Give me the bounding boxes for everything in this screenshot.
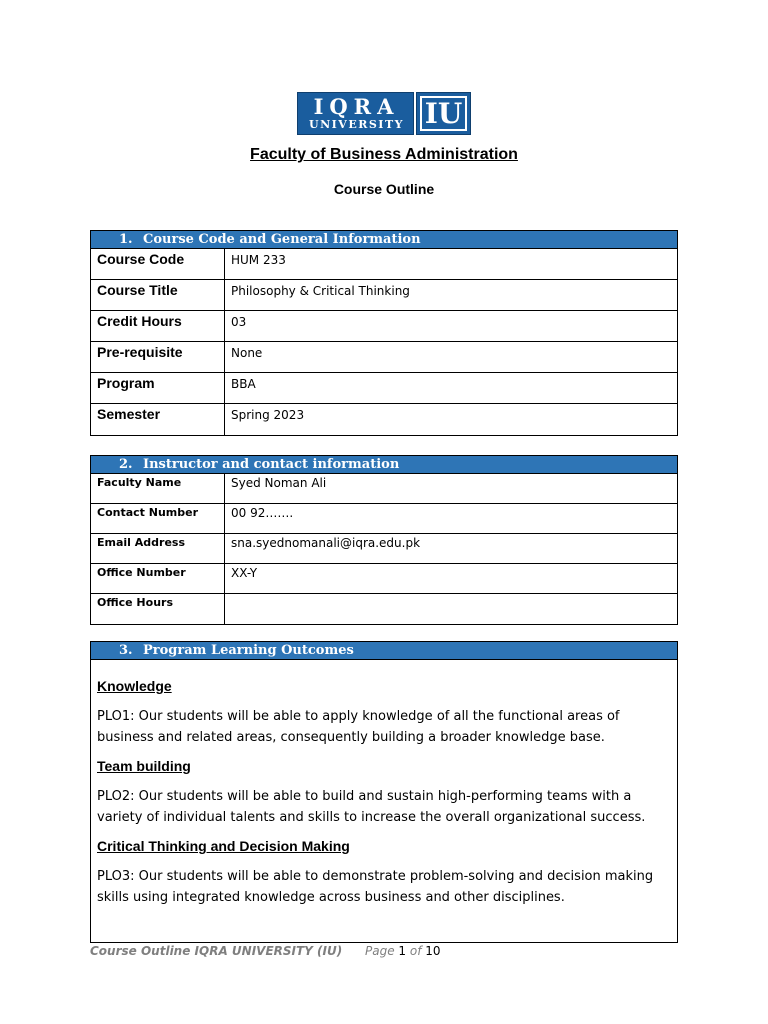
section-learning-outcomes xyxy=(90,641,678,943)
section-title: Instructor and contact information xyxy=(143,457,400,472)
email-value: sna.syednomanali@iqra.edu.pk xyxy=(231,536,421,550)
row-label: Contact Number xyxy=(91,504,225,533)
row-value: Spring 2023 xyxy=(231,408,305,422)
row-label: Office Hours xyxy=(91,594,225,624)
table-row xyxy=(91,280,677,311)
table-row xyxy=(91,564,677,594)
row-value: BBA xyxy=(231,377,256,391)
row-label: Course Title xyxy=(91,280,225,310)
logo-mark-text: IU xyxy=(420,96,467,131)
section-title: Program Learning Outcomes xyxy=(143,643,354,658)
table-row xyxy=(91,474,677,504)
row-label: Email Address xyxy=(91,534,225,563)
row-label: Faculty Name xyxy=(91,474,225,503)
section-instructor-info xyxy=(90,455,678,625)
row-value: Philosophy & Critical Thinking xyxy=(231,284,410,298)
table-row xyxy=(91,373,677,404)
page-number: 1 xyxy=(398,944,407,958)
row-value: HUM 233 xyxy=(231,253,286,267)
section-header xyxy=(91,456,677,474)
section-header xyxy=(91,642,677,660)
plo-text: PLO3: Our students will be able to demonstrate problem-solving and decision making skills using integrated knowledge across business and other disciplines. xyxy=(97,869,654,905)
row-value: None xyxy=(231,346,263,360)
faculty-title: Faculty of Business Administration xyxy=(250,146,518,163)
row-value: XX-Y xyxy=(231,566,258,580)
row-value xyxy=(225,594,677,624)
row-value: Syed Noman Ali xyxy=(231,476,327,490)
row-label: Course Code xyxy=(91,249,225,279)
footer-doc-label: Course Outline IQRA UNIVERSITY (IU) xyxy=(90,944,343,958)
table-row xyxy=(91,504,677,534)
row-label: Semester xyxy=(91,404,225,435)
row-label: Pre-requisite xyxy=(91,342,225,372)
table-row xyxy=(91,249,677,280)
page-word: Page xyxy=(365,944,395,958)
row-label: Credit Hours xyxy=(91,311,225,341)
row-value: 00 92……. xyxy=(231,506,294,520)
logo-top-text: IQRA xyxy=(313,94,400,119)
section-number: 2. xyxy=(119,457,133,472)
section-number: 1. xyxy=(119,232,133,247)
plo-heading: Team building xyxy=(97,758,191,774)
table-row xyxy=(91,311,677,342)
table-row xyxy=(91,534,677,564)
university-logo xyxy=(297,92,471,135)
row-label: Office Number xyxy=(91,564,225,593)
section-number: 3. xyxy=(119,643,133,658)
document-title: Course Outline xyxy=(333,181,435,197)
plo-heading: Critical Thinking and Decision Making xyxy=(97,838,350,854)
section-header xyxy=(91,231,677,249)
table-row xyxy=(91,594,677,624)
page-indicator xyxy=(365,944,441,958)
logo-bottom-text: UNIVERSITY xyxy=(309,118,404,131)
of-word: of xyxy=(409,944,422,958)
row-label: Program xyxy=(91,373,225,403)
table-row xyxy=(91,342,677,373)
plo-text: PLO2: Our students will be able to build and sustain high-performing teams with a variety of individual talents and skills to increase the overall organizational success. xyxy=(97,789,646,825)
plo-text: PLO1: Our students will be able to apply knowledge of all the functional areas of business and related areas, consequently building a broader knowledge base. xyxy=(97,709,620,745)
logo-wordmark xyxy=(297,92,414,135)
logo-mark xyxy=(416,92,471,135)
row-value: 03 xyxy=(231,315,247,329)
page-total: 10 xyxy=(425,944,441,958)
table-row xyxy=(91,404,677,435)
outcomes-body xyxy=(91,678,677,942)
plo-heading: Knowledge xyxy=(97,678,172,694)
section-title: Course Code and General Information xyxy=(143,232,421,247)
section-general-info xyxy=(90,230,678,436)
